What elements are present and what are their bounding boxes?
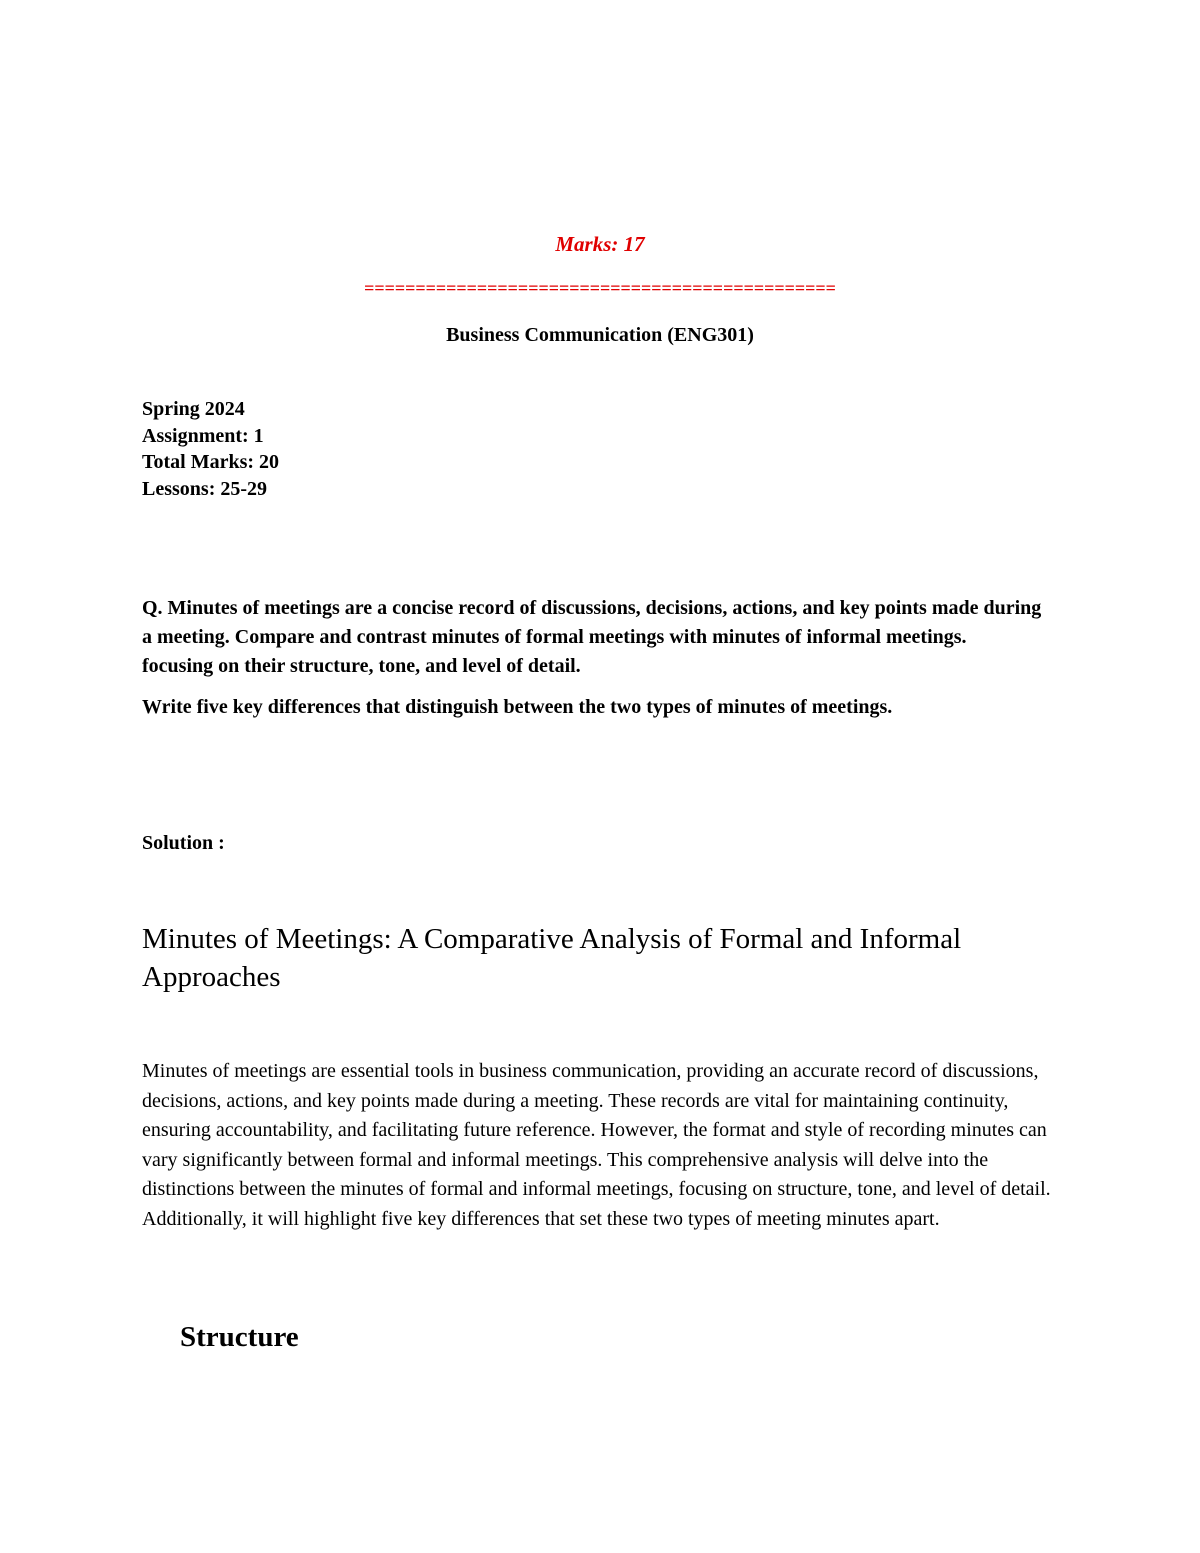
marks-label: Marks: 17 bbox=[555, 232, 645, 256]
semester-line: Spring 2024 bbox=[142, 398, 245, 420]
assignment-meta bbox=[142, 396, 279, 502]
solution-label: Solution : bbox=[142, 832, 225, 854]
lessons-line: Lessons: 25-29 bbox=[142, 477, 268, 500]
separator-rule: ============================================== bbox=[364, 278, 836, 298]
total-marks-line: Total Marks: 20 bbox=[142, 451, 280, 473]
intro-paragraph: Minutes of meetings are essential tools in business communication, providing an accurate record of discussions, decisions, actions, and key points made during a meeting. These records are vital for maintaining continuity, ensuring accountability, and facilitating future reference. However, the format and style of recording minutes can vary significantly between formal and informal meetings. This comprehensive analysis will delve into the distinctions between the minutes of formal and informal meetings, focusing on structure, tone, and level of detail. Additionally, it will highlight five key differences that set these two types of meeting minutes apart. bbox=[142, 1060, 1051, 1230]
question-text: Q. Minutes of meetings are a concise record of discussions, decisions, actions, and key points made during a meeting. Compare and contrast minutes of formal meetings with minutes of informal meetings. focusing on their structure, tone, and level of detail. bbox=[142, 597, 1042, 677]
solution-title: Minutes of Meetings: A Comparative Analysis of Formal and Informal Approaches bbox=[142, 923, 962, 993]
structure-heading: Structure bbox=[180, 1321, 299, 1353]
assignment-line: Assignment: 1 bbox=[142, 424, 264, 447]
question-instruction: Write five key differences that distinguish between the two types of minutes of meetings. bbox=[142, 696, 893, 718]
course-title: Business Communication (ENG301) bbox=[446, 324, 754, 346]
